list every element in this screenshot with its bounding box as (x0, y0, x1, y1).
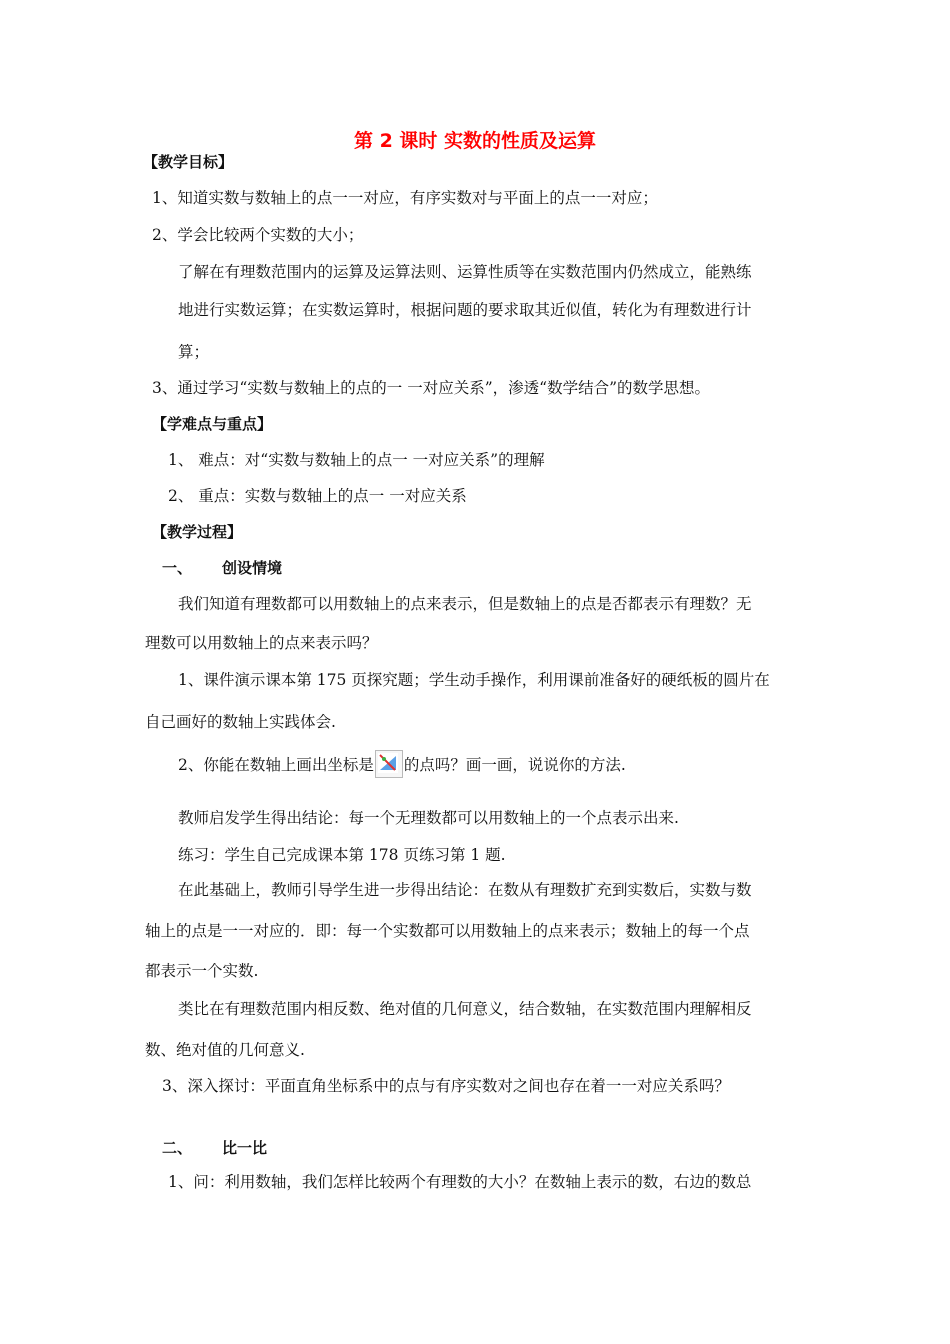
part-1-number: 一、 (162, 559, 193, 577)
goal-item-3: 3、通过学习“实数与数轴上的点的一 一对应关系”，渗透“数学结合”的数学思想。 (152, 379, 710, 397)
goal-item-2: 2、学会比较两个实数的大小； (152, 226, 364, 244)
paragraph-4-line-2: 数、绝对值的几何意义. (145, 1041, 305, 1059)
paragraph-1-line-1: 我们知道有理数都可以用数轴上的点来表示，但是数轴上的点是否都表示有理数？无 (178, 595, 752, 613)
goal-item-2-line-1: 了解在有理数范围内的运算及运算法则、运算性质等在实数范围内仍然成立，能熟练 (178, 263, 752, 281)
paragraph-1-line-2: 理数可以用数轴上的点来表示吗？ (145, 634, 378, 652)
difficulty-item: 1、 难点：对“实数与数轴上的点一 一对应关系”的理解 (168, 451, 545, 469)
section-heading-process: 【教学过程】 (152, 523, 243, 541)
paragraph-4-line-1: 类比在有理数范围内相反数、绝对值的几何意义，结合数轴，在实数范围内理解相反 (178, 1000, 752, 1018)
step-2-after: 的点吗？画一画，说说你的方法. (403, 756, 626, 774)
part-2-number: 二、 (162, 1139, 193, 1157)
step-1-line-2: 自己画好的数轴上实践体会. (145, 713, 336, 731)
page-title: 第 2 课时 实数的性质及运算 (353, 130, 597, 152)
step-3: 3、深入探讨：平面直角坐标系中的点与有序实数对之间也存在着一一对应关系吗？ (162, 1077, 730, 1095)
part-2-title: 比一比 (222, 1139, 268, 1157)
key-point-item: 2、 重点：实数与数轴上的点一 一对应关系 (168, 487, 467, 505)
paragraph-3-line-2: 轴上的点是一一对应的．即：每一个实数都可以用数轴上的点来表示；数轴上的每一个点 (145, 922, 750, 940)
step-2-before: 2、你能在数轴上画出坐标是 (178, 756, 374, 774)
paragraph-3-line-3: 都表示一个实数. (145, 962, 259, 980)
step-1-line-1: 1、课件演示课本第 175 页探究题；学生动手操作，利用课前准备好的硬纸板的圆片在 (178, 671, 770, 689)
goal-item-2-line-2: 地进行实数运算；在实数运算时，根据问题的要求取其近似值，转化为有理数进行计 (178, 301, 752, 319)
paragraph-3-line-1: 在此基础上，教师引导学生进一步得出结论：在数从有理数扩充到实数后，实数与数 (178, 881, 752, 899)
part-1-title: 创设情境 (222, 559, 283, 577)
exercise-line: 练习：学生自己完成课本第 178 页练习第 1 题. (178, 846, 506, 864)
goal-item-2-line-3: 算； (178, 343, 210, 361)
section-heading-goals: 【教学目标】 (143, 153, 234, 171)
section-heading-difficulty: 【学难点与重点】 (152, 415, 273, 433)
part-2-question-1: 1、问：利用数轴，我们怎样比较两个有理数的大小？在数轴上表示的数，右边的数总 (168, 1173, 752, 1191)
broken-image-icon (375, 750, 403, 778)
part-2-heading (162, 1138, 267, 1158)
part-1-heading (162, 558, 282, 578)
step-2 (178, 750, 626, 778)
goal-item-1: 1、知道实数与数轴上的点一一对应，有序实数对与平面上的点一一对应； (152, 189, 658, 207)
conclusion-1: 教师启发学生得出结论：每一个无理数都可以用数轴上的一个点表示出来. (178, 809, 679, 827)
